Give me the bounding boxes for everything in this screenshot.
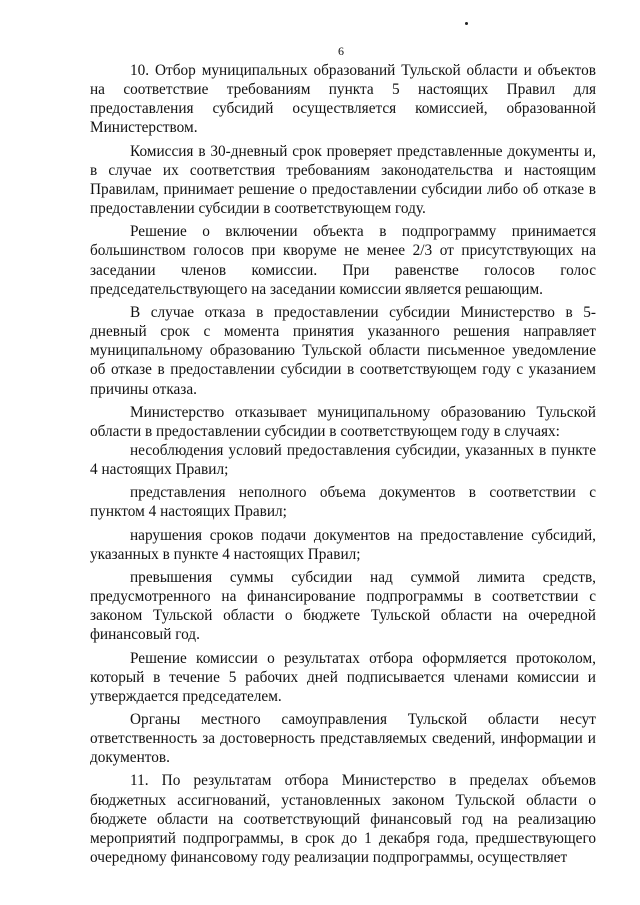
list-item-conditions-violation: несоблюдения условий предоставления субсидии, указанных в пункте 4 настоящих Правил;	[90, 441, 596, 479]
paragraph-responsibility: Органы местного самоуправления Тульской области несут ответственность за достоверность представляемых сведений, информации и документов.	[90, 711, 596, 767]
page-number: 6	[338, 44, 344, 58]
paragraph-voting-rule: Решение о включении объекта в подпрограмму принимается большинством голосов при кворуме не менее 2/3 от присутствующих на заседании членов комиссии. При равенстве голосов голос председательствующего на заседании комиссии является решающим.	[90, 223, 596, 298]
document-body	[90, 61, 596, 867]
list-item-limit-exceeded: превышения суммы субсидии над суммой лимита средств, предусмотренного на финансирование подпрограммы в соответствии с законом Тульской области о бюджете Тульской области на очередной финансовый год.	[90, 568, 596, 644]
paragraph-10-selection-commission: 10. Отбор муниципальных образований Тульской области и объектов на соответствие требованиям пункта 5 настоящих Правил для предоставления субсидий осуществляется комиссией, образованной Министерством.	[90, 62, 596, 137]
paragraph-protocol: Решение комиссии о результатах отбора оформляется протоколом, который в течение 5 рабочих дней подписывается членами комиссии и утверждается председателем.	[90, 649, 596, 705]
list-item-incomplete-documents: представления неполного объема документов в соответствии с пунктом 4 настоящих Правил;	[90, 484, 596, 521]
scan-mark	[465, 22, 468, 25]
list-item-deadline-violation: нарушения сроков подачи документов на предоставление субсидий, указанных в пункте 4 настоящих Правил;	[90, 526, 596, 563]
paragraph-11-results: 11. По результатам отбора Министерство в пределах объемов бюджетных ассигнований, установленных законом Тульской области о бюджете области на соответствующий финансовый год на реализацию мероприятий подпрограммы, в срок до 1 декабря года, предшествующего очередному финансовому году реализации подпрограммы, осуществляет	[90, 772, 596, 867]
paragraph-commission-review: Комиссия в 30-дневный срок проверяет представленные документы и, в случае их соответствия требованиям законодательства и настоящим Правилам, принимает решение о предоставлении субсидии либо об отказе в предоставлении субсидии в соответствующем году.	[90, 142, 596, 218]
paragraph-refusal-notice: В случае отказа в предоставлении субсидии Министерство в 5-дневный срок с момента принятия указанного решения направляет муниципальному образованию Тульской области письменное уведомление об отказе в предоставлении субсидии в соответствующем году с указанием причины отказа.	[90, 303, 596, 398]
paragraph-refusal-cases-intro: Министерство отказывает муниципальному образованию Тульской области в предоставлении субсидии в соответствующем году в случаях:	[90, 403, 596, 440]
